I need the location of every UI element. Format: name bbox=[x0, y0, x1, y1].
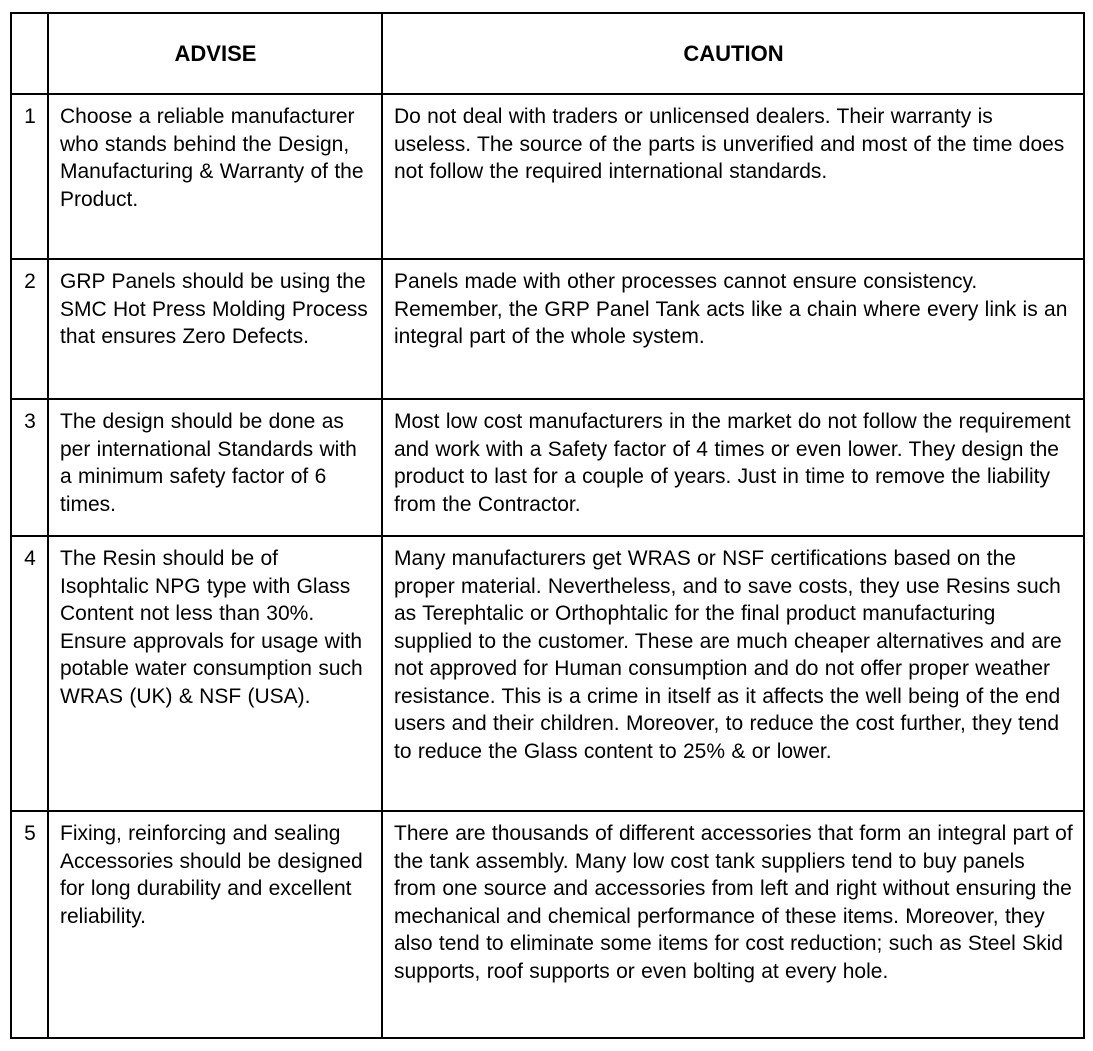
advise-cell: GRP Panels should be using the SMC Hot Press Molding Process that ensures Zero Defects. bbox=[48, 259, 382, 399]
caution-cell: Most low cost manufacturers in the market do not follow the requirement and work with a Safety factor of 4 times or even lower. They design the product to last for a couple of years. Just in time to remove the liability from the Contractor. bbox=[382, 399, 1084, 536]
header-advise: ADVISE bbox=[48, 13, 382, 94]
caution-cell: Many manufacturers get WRAS or NSF certifications based on the proper material. Nevertheless, and to save costs, they use Resins such as Terephtalic or Orthophtalic for the final product manufacturing supplied to the customer. These are much cheaper alternatives and are not approved for Human consumption and do not offer proper weather resistance. This is a crime in itself as it affects the well being of the end users and their children. Moreover, to reduce the cost further, they tend to reduce the Glass content to 25% & or lower. bbox=[382, 536, 1084, 811]
table-row bbox=[11, 399, 1084, 536]
caution-cell: Panels made with other processes cannot ensure consistency. Remember, the GRP Panel Tank acts like a chain where every link is an integral part of the whole system. bbox=[382, 259, 1084, 399]
advise-cell: Fixing, reinforcing and sealing Accessories should be designed for long durability and excellent reliability. bbox=[48, 811, 382, 1038]
table-row bbox=[11, 811, 1084, 1038]
row-number: 5 bbox=[11, 811, 48, 1038]
advise-cell: Choose a reliable manufacturer who stands behind the Design, Manufacturing & Warranty of the Product. bbox=[48, 94, 382, 259]
header-caution: CAUTION bbox=[382, 13, 1084, 94]
header-row bbox=[11, 13, 1084, 94]
row-number: 2 bbox=[11, 259, 48, 399]
advise-cell: The design should be done as per international Standards with a minimum safety factor of 6 times. bbox=[48, 399, 382, 536]
table-row bbox=[11, 536, 1084, 811]
row-number: 1 bbox=[11, 94, 48, 259]
advise-cell: The Resin should be of Isophtalic NPG type with Glass Content not less than 30%. Ensure approvals for usage with potable water consumption such WRAS (UK) & NSF (USA). bbox=[48, 536, 382, 811]
row-number: 4 bbox=[11, 536, 48, 811]
caution-cell: Do not deal with traders or unlicensed dealers. Their warranty is useless. The source of the parts is unverified and most of the time does not follow the required international standards. bbox=[382, 94, 1084, 259]
row-number: 3 bbox=[11, 399, 48, 536]
caution-cell: There are thousands of different accessories that form an integral part of the tank assembly. Many low cost tank suppliers tend to buy panels from one source and accessories from left and right without ensuring the mechanical and chemical performance of these items. Moreover, they also tend to eliminate some items for cost reduction; such as Steel Skid supports, roof supports or even bolting at every hole. bbox=[382, 811, 1084, 1038]
table-row bbox=[11, 94, 1084, 259]
header-num bbox=[11, 13, 48, 94]
table-row bbox=[11, 259, 1084, 399]
advise-caution-table bbox=[10, 12, 1085, 1039]
